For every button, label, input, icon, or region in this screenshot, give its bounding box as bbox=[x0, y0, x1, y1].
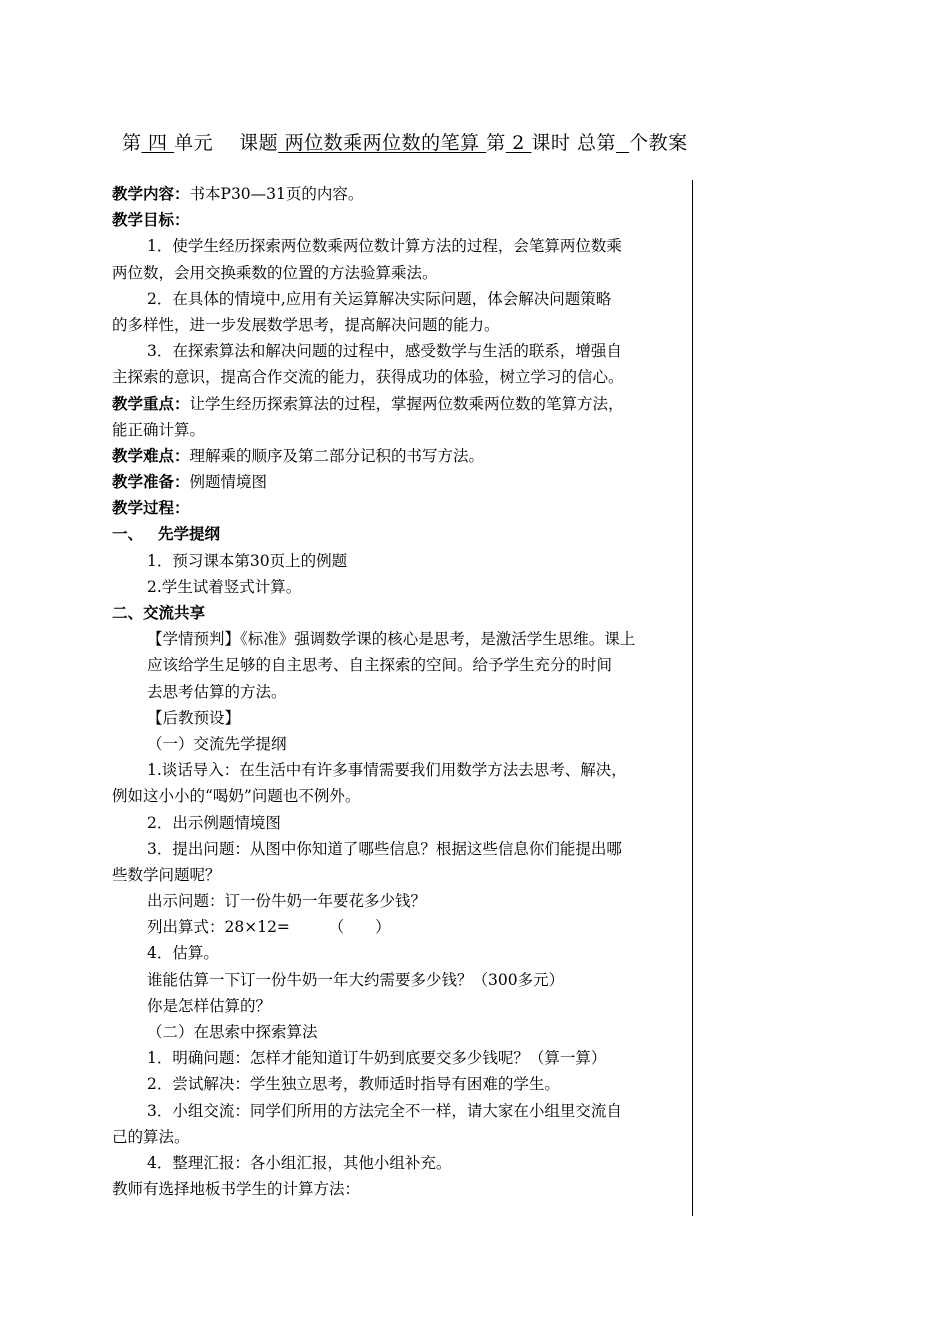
section-1-item-1: 1．预习课本第30页上的例题 bbox=[147, 551, 348, 570]
prediction-cont: 应该给学生足够的自主思考、自主探索的空间。给予学生充分的时间 bbox=[147, 656, 613, 675]
key-point-cont: 能正确计算。 bbox=[112, 420, 206, 439]
goal-1-cont: 两位数，会用交换乘数的位置的方法验算乘法。 bbox=[112, 263, 438, 282]
step-b3: 3．小组交流：同学们所用的方法完全不一样，请大家在小组里交流自 bbox=[147, 1101, 622, 1120]
step-4: 4．估算。 bbox=[147, 944, 219, 963]
question: 出示问题：订一份牛奶一年要花多少钱？ bbox=[147, 892, 427, 911]
key-point: 教学重点：让学生经历探索算法的过程，掌握两位数乘两位数的笔算方法， bbox=[112, 393, 624, 413]
lesson-plan-body bbox=[112, 181, 688, 1202]
process-label: 教学过程： bbox=[112, 498, 190, 518]
header-label: 课题 bbox=[239, 132, 279, 154]
teaching-content: 教学内容：书本P30—31页的内容。 bbox=[112, 184, 364, 203]
goal-2: 2．在具体的情境中,应用有关运算解决实际问题，体会解决问题策略 bbox=[147, 289, 612, 308]
teacher-note: 教师有选择地板书学生的计算方法： bbox=[112, 1180, 361, 1199]
estimate-how: 你是怎样估算的？ bbox=[147, 996, 272, 1015]
estimate: 谁能估算一下订一份牛奶一年大约需要多少钱？（300多元） bbox=[147, 970, 565, 989]
section-1-item-2: 2.学生试着竖式计算。 bbox=[147, 577, 302, 596]
goal-1: 1．使学生经历探索两位数乘两位数计算方法的过程，会笔算两位数乘 bbox=[147, 237, 622, 256]
step-1: 1.谈话导入：在生活中有许多事情需要我们用数学方法去思考、解决， bbox=[147, 761, 627, 780]
unit-number: 四 bbox=[141, 132, 175, 154]
goal-3: 3．在探索算法和解决问题的过程中，感受数学与生活的联系，增强自 bbox=[147, 342, 622, 361]
lesson-topic: 两位数乘两位数的笔算 bbox=[278, 132, 487, 154]
prediction: 【学情预判】《标准》强调数学课的核心是思考，是激活学生思维。课上 bbox=[147, 630, 636, 649]
preparation: 教学准备：例题情境图 bbox=[112, 472, 268, 492]
header-label: 第 bbox=[486, 132, 506, 154]
subsection-1: （一）交流先学提纲 bbox=[147, 734, 287, 753]
section-1-heading: 一、 先学提纲 bbox=[112, 524, 221, 544]
step-1-cont: 例如这小小的“喝奶”问题也不例外。 bbox=[112, 787, 361, 806]
step-3: 3．提出问题：从图中你知道了哪些信息？根据这些信息你们能提出哪 bbox=[147, 839, 622, 858]
header-label: 课时 总第 bbox=[531, 132, 616, 154]
header-label: 第 bbox=[122, 132, 142, 154]
step-b3-cont: 己的算法。 bbox=[112, 1127, 190, 1146]
header-label: 个教案 bbox=[629, 132, 688, 154]
table-border-right bbox=[692, 180, 693, 1216]
lesson-header bbox=[122, 128, 688, 155]
goal-3-cont: 主探索的意识，提高合作交流的能力，获得成功的体验，树立学习的信心。 bbox=[112, 368, 624, 387]
lesson-number: 2 bbox=[505, 132, 532, 154]
step-b4: 4．整理汇报：各小组汇报，其他小组补充。 bbox=[147, 1153, 452, 1172]
step-b2: 2．尝试解决：学生独立思考，教师适时指导有困难的学生。 bbox=[147, 1075, 560, 1094]
difficulty: 教学难点：理解乘的顺序及第二部分记积的书写方法。 bbox=[112, 445, 485, 465]
after-teaching: 【后教预设】 bbox=[147, 708, 241, 727]
goal-2-cont: 的多样性，进一步发展数学思考，提高解决问题的能力。 bbox=[112, 315, 500, 334]
step-b1: 1．明确问题：怎样才能知道订牛奶到底要交多少钱呢？（算一算） bbox=[147, 1049, 607, 1068]
header-label: 单元 bbox=[174, 132, 214, 154]
teaching-goals-label: 教学目标： bbox=[112, 210, 190, 230]
formula: 列出算式：28×12= （ ） bbox=[147, 918, 391, 937]
prediction-cont: 去思考估算的方法。 bbox=[147, 682, 287, 701]
subsection-2: （二）在思索中探索算法 bbox=[147, 1023, 318, 1041]
step-2: 2．出示例题情境图 bbox=[147, 813, 281, 832]
step-3-cont: 些数学问题呢？ bbox=[112, 865, 221, 884]
total-number bbox=[616, 132, 629, 154]
section-2-heading: 二、交流共享 bbox=[112, 603, 206, 622]
